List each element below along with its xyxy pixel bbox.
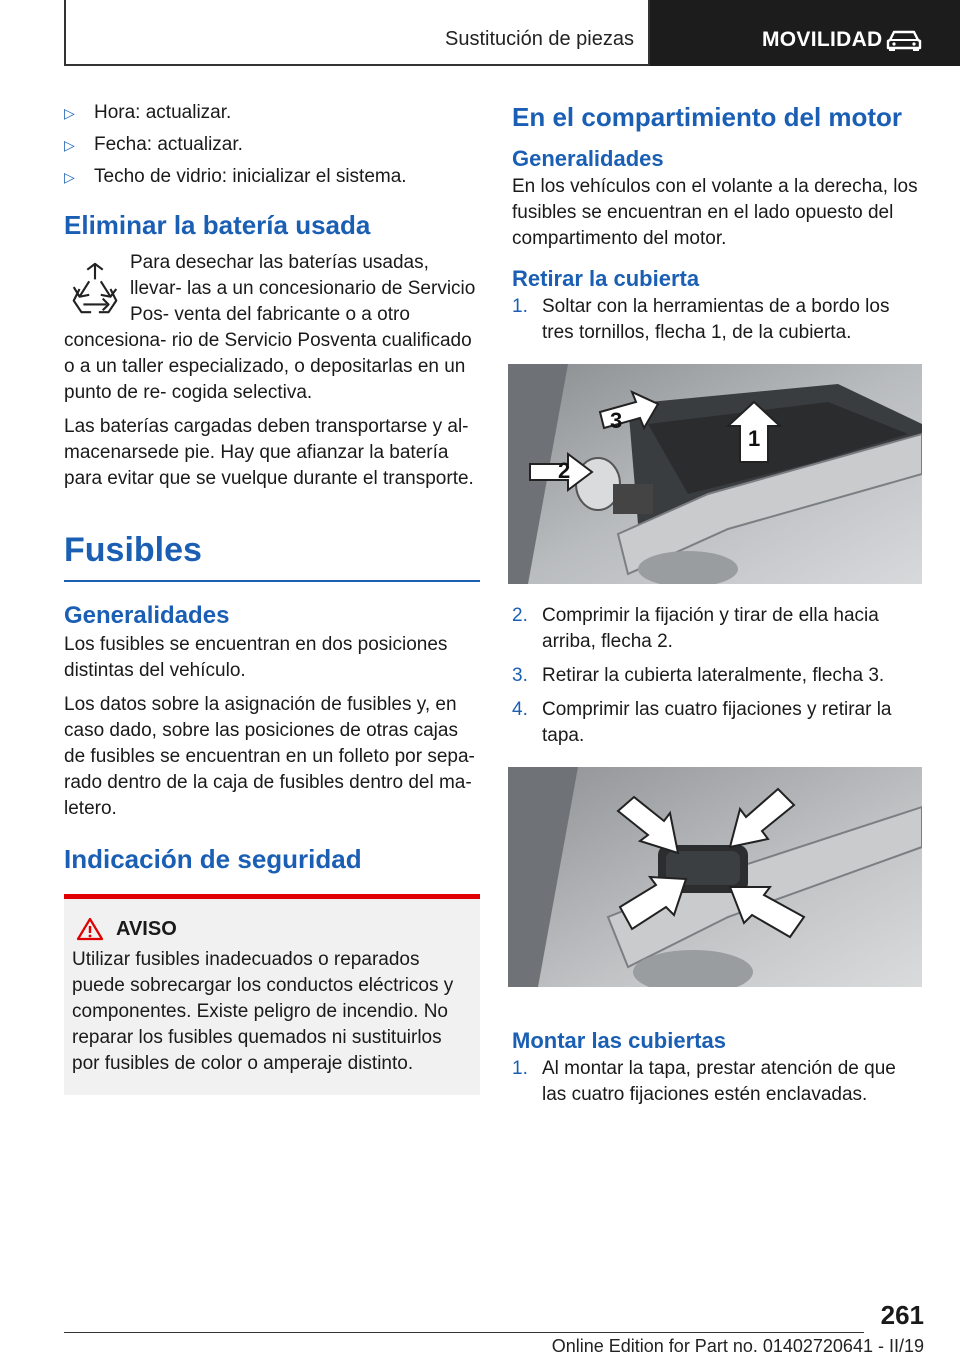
engine-general-heading: Generalidades: [512, 146, 664, 171]
list-item: [64, 164, 480, 190]
mount-steps-list: [512, 1056, 924, 1108]
page-number: 261: [880, 1300, 924, 1330]
engine-general-text: En los vehículos con el volante a la derecha, los fusibles se encuentran en el lado opuesto del compartimento del motor.: [512, 176, 918, 249]
triangle-bullet-icon: ▷: [64, 169, 75, 185]
list-item-text: Hora: actualizar.: [94, 102, 232, 123]
battery-heading: Eliminar la batería usada: [64, 210, 371, 240]
list-item: [64, 132, 480, 158]
step-number: 1.: [512, 1058, 528, 1079]
fuses-general-heading: Generalidades: [64, 602, 230, 629]
header-frame: [64, 0, 650, 66]
right-column: [512, 100, 924, 1116]
step-text: Retirar la cubierta lateralmente, flecha 3.: [542, 665, 885, 686]
battery-disposal-text: Para desechar las baterías usadas, llevar- las a un concesionario de Servicio Pos- venta del fabricante o a otro concesiona- rio de Servicio Posventa cualificado o a un taller especializado, o depositarlas en un punto de re- cogida selectiva.: [64, 252, 476, 403]
remove-steps-list-a: [512, 294, 924, 346]
chapter-tab-label: MOVILIDAD: [762, 28, 883, 51]
arrow-label-1: 1: [748, 426, 761, 451]
car-icon: [886, 28, 922, 52]
list-item: [512, 697, 924, 749]
fuse-box-photo: [508, 767, 922, 987]
step-text: Soltar con la herramientas de a bordo los tres tornillos, flecha 1, de la cubierta.: [542, 296, 890, 343]
engine-compartment-heading: En el compartimiento del motor: [512, 102, 903, 132]
list-item: [512, 294, 924, 346]
triangle-bullet-icon: ▷: [64, 137, 75, 153]
footer-edition-text: Online Edition for Part no. 01402720641 - II/19: [551, 1336, 924, 1356]
step-number: 3.: [512, 665, 528, 686]
update-bullet-list: [64, 100, 480, 190]
battery-transport-text: Las baterías cargadas deben transportarse y al- macenarsede pie. Hay que afianzar la batería para evitar que se vuelque durante el transporte.: [64, 416, 474, 489]
chapter-divider: [64, 580, 480, 582]
fuses-general-text: Los fusibles se encuentran en dos posiciones distintas del vehículo.: [64, 634, 448, 681]
list-item: [512, 603, 924, 655]
left-column: [64, 100, 480, 1095]
mount-covers-heading: Montar las cubiertas: [512, 1028, 726, 1053]
list-item-text: Techo de vidrio: inicializar el sistema.: [94, 166, 407, 187]
list-item-text: Fecha: actualizar.: [94, 134, 243, 155]
footer-divider: [64, 1332, 864, 1333]
list-item: [64, 100, 480, 126]
step-number: 1.: [512, 296, 528, 317]
chapter-tab[interactable]: [650, 0, 960, 66]
arrow-label-2: 2: [558, 458, 571, 483]
warning-box: [64, 894, 480, 1095]
step-text: Comprimir las cuatro fijaciones y retirar la tapa.: [542, 699, 892, 746]
list-item: [512, 663, 924, 689]
remove-cover-heading: Retirar la cubierta: [512, 266, 700, 291]
engine-cover-photo: [508, 364, 922, 584]
step-text: Comprimir la fijación y tirar de ella hacia arriba, flecha 2.: [542, 605, 879, 652]
warning-title: AVISO: [116, 917, 177, 940]
step-number: 2.: [512, 605, 528, 626]
fuses-chapter-heading: Fusibles: [64, 531, 202, 569]
warning-text: Utilizar fusibles inadecuados o reparados puede sobrecargar los conductos eléctricos y componentes. Existe peligro de incendio. No reparar los fusibles quemados ni sustituirlos por fusibles de color o amperaje distinto.: [72, 949, 454, 1074]
warning-header: [72, 917, 472, 941]
fuses-info-text: Los datos sobre la asignación de fusibles y, en caso dado, sobre las posiciones de otras cajas de fusibles se encuentran en un folleto por sepa- rado dentro de la caja de fusibles dentro del ma- letero.: [64, 694, 475, 819]
safety-heading: Indicación de seguridad: [64, 844, 362, 874]
triangle-bullet-icon: ▷: [64, 105, 75, 121]
warning-triangle-icon: [76, 917, 104, 941]
recycle-icon: [66, 260, 124, 318]
remove-steps-list-b: [512, 603, 924, 749]
section-title: Sustitución de piezas: [444, 28, 634, 50]
step-number: 4.: [512, 699, 528, 720]
step-text: Al montar la tapa, prestar atención de que las cuatro fijaciones estén enclavadas.: [542, 1058, 896, 1105]
list-item: [512, 1056, 924, 1108]
battery-disposal-block: [64, 250, 480, 406]
arrow-label-3: 3: [610, 408, 623, 433]
